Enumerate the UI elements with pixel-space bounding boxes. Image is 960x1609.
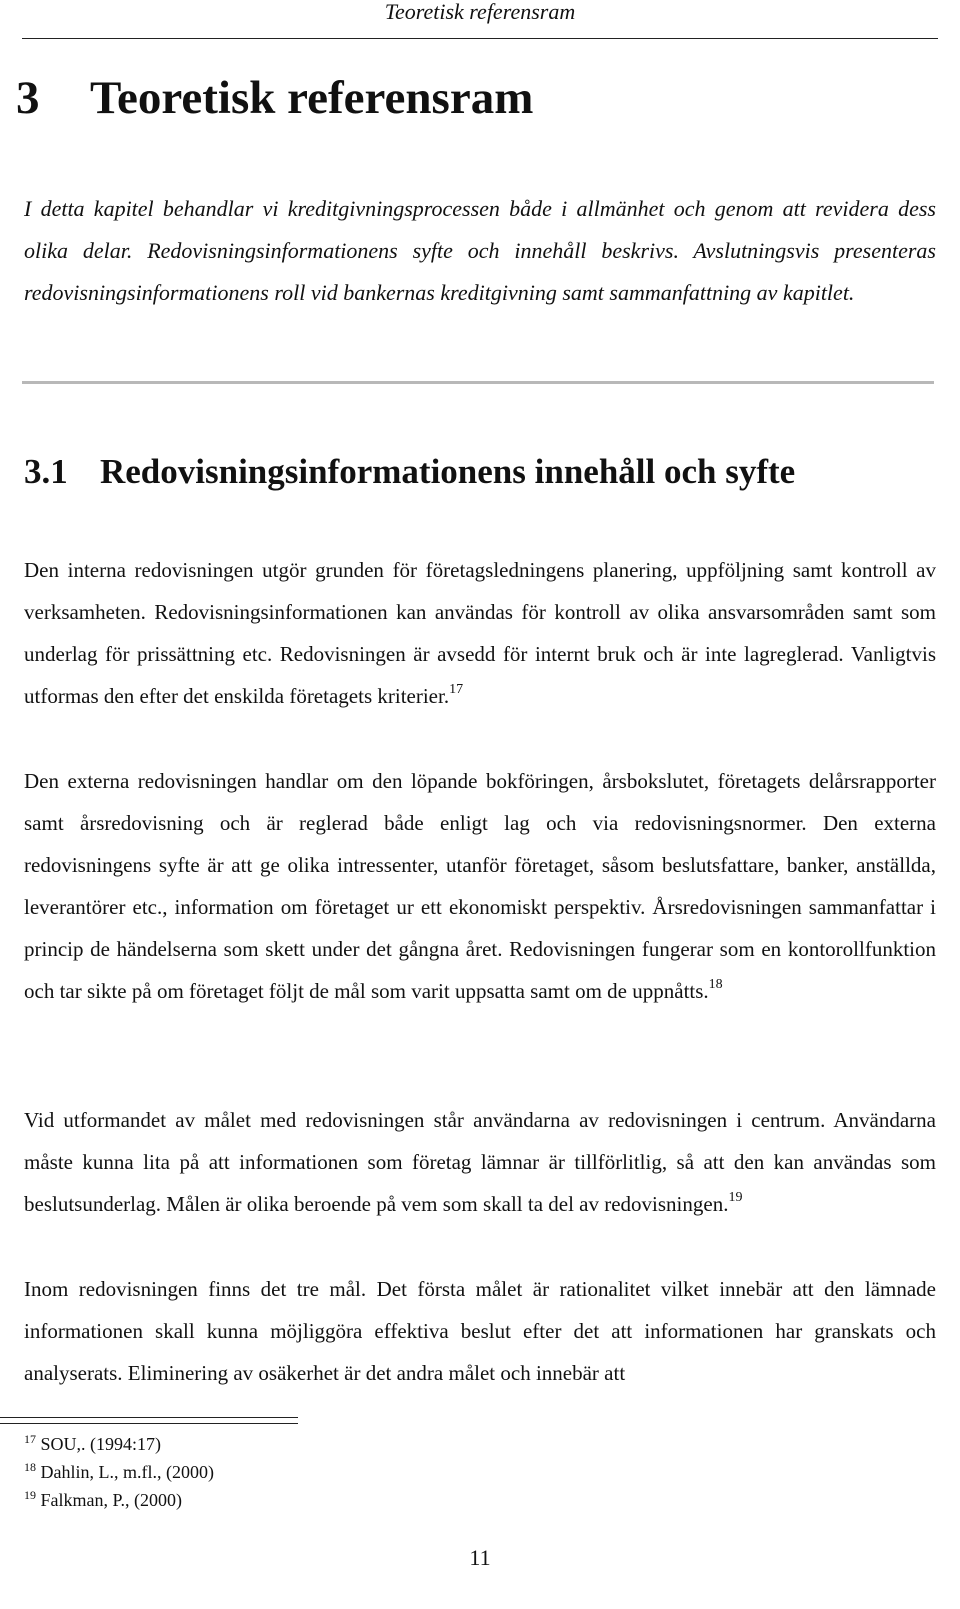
paragraph-text: Inom redovisningen finns det tre mål. Det första målet är rationalitet vilket innebär att den lämnade informationen skall kunna möjliggöra effektiva beslut efter det att informationen har granskats och analyserats. Eliminering av osäkerhet är det andra målet och innebär att	[24, 1277, 936, 1385]
paragraph	[24, 549, 936, 717]
footnote-divider	[0, 1417, 298, 1424]
section-title-text: Redovisningsinformationens innehåll och syfte	[100, 452, 796, 491]
footnote-ref[interactable]: 18	[708, 977, 723, 992]
paragraph-text: Vid utformandet av målet med redovisningen står användarna av redovisningen i centrum. Användarna måste kunna lita på att informationen som företag lämnar är tillförlitlig, så att den kan användas som beslutsunderlag. Målen är olika beroende på vem som skall ta del av redovisningen.	[24, 1108, 936, 1216]
paragraph-text: Den externa redovisningen handlar om den löpande bokföringen, årsbokslutet, företagets delårsrapporter samt årsredovisning och är reglerad både enligt lag och via redovisningsnormer. Den externa redovisningens syfte är att ge olika intressenter, utanför företaget, såsom beslutsfattare, banker, anställda, leverantörer etc., information om företaget ur ett ekonomiskt perspektiv. Årsredovisningen sammanfattar i princip de händelserna som skett under det gångna året. Redovisningen fungerar som en kontorollfunktion och tar sikte på om företaget följt de mål som varit uppsatta samt om de uppnåtts.	[24, 769, 936, 1003]
footnote-number: 17	[24, 1432, 36, 1446]
chapter-intro: I detta kapitel behandlar vi kreditgivningsprocessen både i allmänhet och genom att revidera dess olika delar. Redovisningsinformationens syfte och innehåll beskrivs. Avslutningsvis presenteras redovisningsinformationens roll vid bankernas kreditgivning samt sammanfattning av kapitlet.	[24, 196, 936, 305]
chapter-title	[16, 68, 533, 128]
footnote-ref[interactable]: 17	[449, 682, 464, 697]
chapter-number: 3	[16, 72, 40, 124]
chapter-title-text: Teoretisk referensram	[90, 72, 534, 124]
footnote-item	[24, 1456, 214, 1484]
page-number: 11	[469, 1545, 491, 1570]
section-divider	[22, 381, 934, 384]
footnote-text: Falkman, P., (2000)	[40, 1490, 182, 1510]
paragraph	[24, 760, 936, 1012]
footnote-text: Dahlin, L., m.fl., (2000)	[40, 1462, 214, 1482]
running-header: Teoretisk referensram	[384, 0, 576, 24]
paragraph	[24, 1099, 936, 1225]
paragraph	[24, 1268, 936, 1394]
footnote-item	[24, 1484, 214, 1512]
footnote-text: SOU,. (1994:17)	[40, 1434, 161, 1454]
section-title	[24, 448, 795, 496]
footnotes	[24, 1428, 214, 1512]
paragraph-text: Den interna redovisningen utgör grunden för företagsledningens planering, uppföljning samt kontroll av verksamheten. Redovisningsinformationen kan användas för kontroll av olika ansvarsområden samt som underlag för prissättning etc. Redovisningen är avsedd för internt bruk och är inte lagreglerad. Vanligtvis utformas den efter det enskilda företagets kriterier.	[24, 558, 936, 708]
footnote-ref[interactable]: 19	[728, 1190, 743, 1205]
footnote-number: 18	[24, 1460, 36, 1474]
header-divider	[22, 38, 938, 39]
footnote-item	[24, 1428, 214, 1456]
footnote-number: 19	[24, 1488, 36, 1502]
section-number: 3.1	[24, 452, 68, 491]
